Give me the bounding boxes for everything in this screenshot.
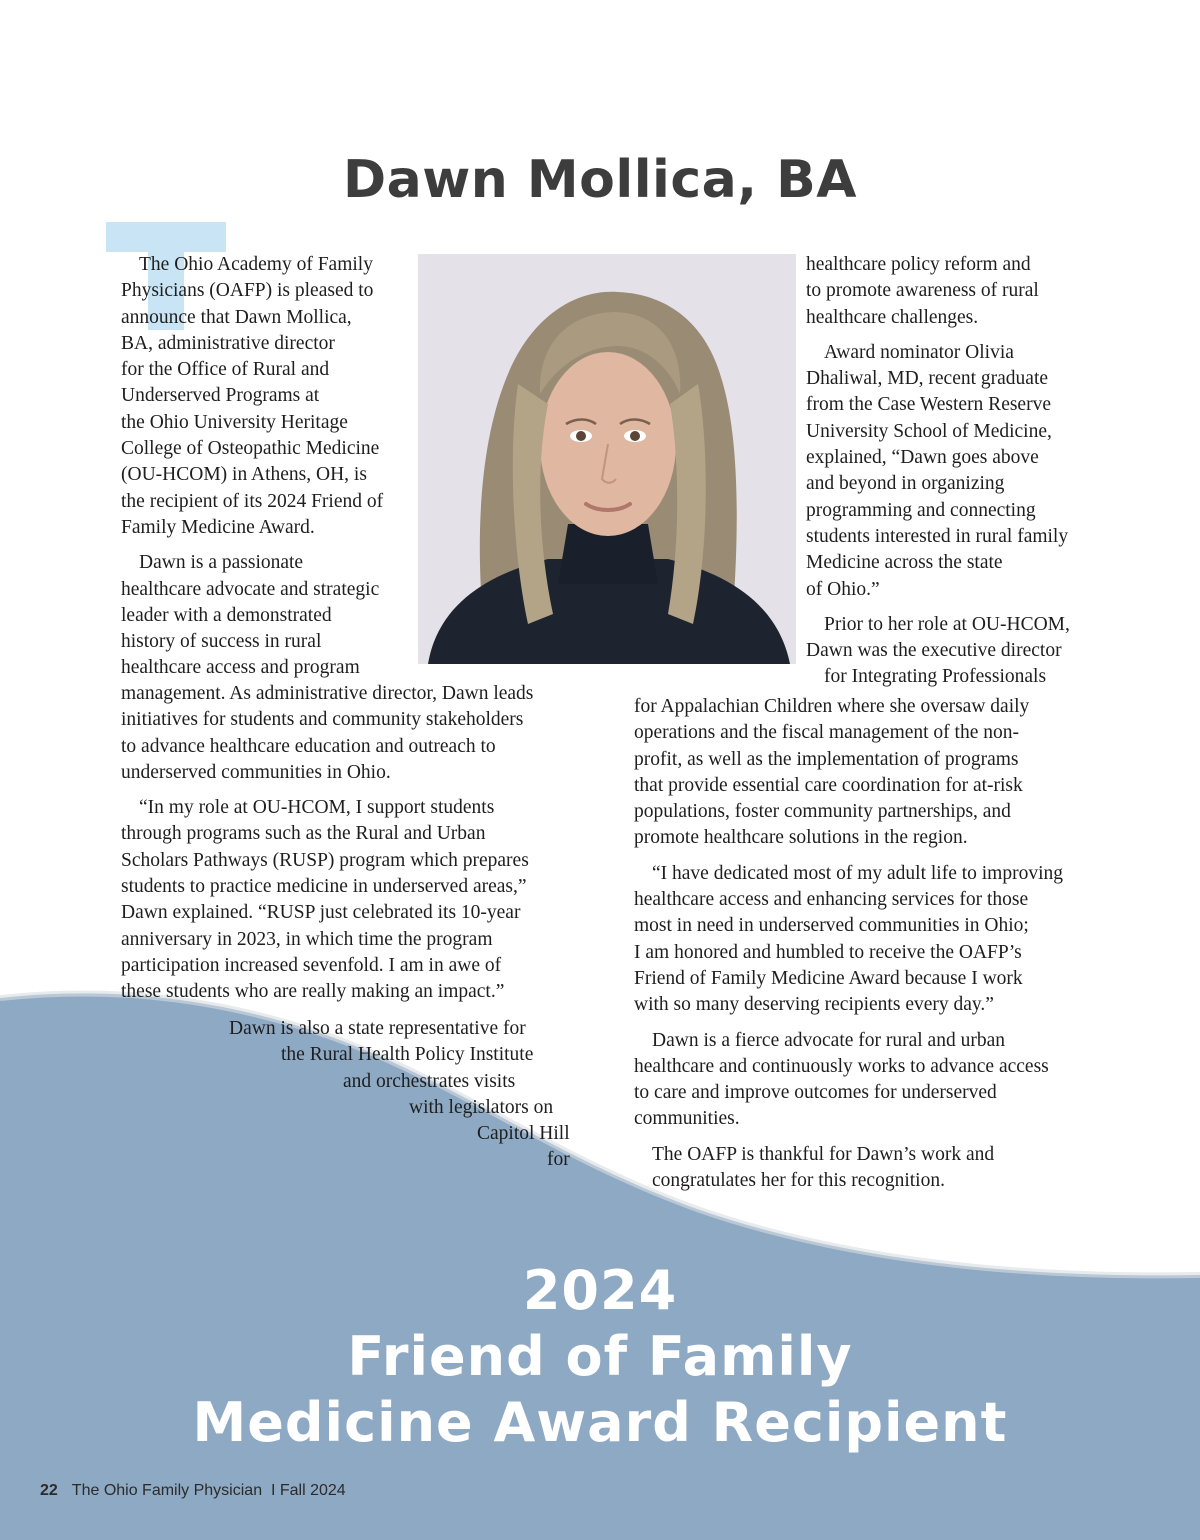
publication-name: The Ohio Family Physician I Fall 2024 [71, 1482, 346, 1499]
text-line: Medicine across the state [806, 552, 1003, 574]
text-line: Prior to her role at OU-HCOM, [824, 613, 1070, 635]
text-line: management. As administrative director, Dawn leads [121, 683, 534, 704]
award-year: 2024 [522, 1259, 678, 1322]
text-line: for Integrating Professionals [824, 666, 1047, 688]
text-line: Dawn is also a state representative for [229, 1018, 526, 1039]
text-line: profit, as well as the implementation of programs [634, 748, 1019, 770]
text-line: Scholars Pathways (RUSP) program which prepares [121, 849, 529, 871]
text-line: Dawn is a passionate [139, 552, 304, 574]
award-name-line: Friend of Family [347, 1325, 853, 1388]
paragraph [121, 795, 591, 1005]
paragraph [634, 694, 1124, 852]
text-line: initiatives for students and community stakeholders [121, 709, 524, 731]
article-column-right-top [806, 252, 1126, 700]
page-title: Dawn Mollica, BA [342, 150, 857, 210]
text-line: I am honored and humbled to receive the OAFP’s [634, 941, 1022, 963]
text-line: history of success in rural [121, 631, 322, 653]
text-line: through programs such as the Rural and Urban [121, 823, 486, 845]
text-line: and orchestrates visits [343, 1070, 516, 1092]
text-line: that provide essential care coordination for at-risk [634, 774, 1023, 796]
text-line: The OAFP is thankful for Dawn’s work and [652, 1143, 995, 1165]
text-line: The Ohio Academy of Family [139, 254, 373, 275]
text-line: “I have dedicated most of my adult life to improving [652, 862, 1064, 884]
text-line: Dawn was the executive director [806, 640, 1062, 662]
article-column-left-stagger [0, 1016, 600, 1174]
text-line: healthcare access and enhancing services for those [634, 889, 1029, 911]
text-line: Underserved Programs at [121, 385, 320, 407]
text-line: for the Office of Rural and [121, 359, 330, 381]
page-footer [40, 1482, 346, 1500]
text-line: BA, administrative director [121, 332, 335, 354]
text-line: anniversary in 2023, in which time the program [121, 928, 493, 950]
text-line: promote healthcare solutions in the region. [634, 827, 968, 849]
text-line: Physicians (OAFP) is pleased to [121, 280, 374, 302]
paragraph [634, 1142, 1124, 1195]
text-line: for Appalachian Children where she oversaw daily [634, 696, 1030, 717]
paragraph [634, 861, 1124, 1019]
text-line: and beyond in organizing [806, 473, 1005, 495]
text-line: these students who are really making an impact.” [121, 981, 505, 1003]
text-line: to advance healthcare education and outreach to [121, 735, 496, 757]
text-line: Friend of Family Medicine Award because I work [634, 967, 1023, 989]
text-line: the Ohio University Heritage [121, 411, 348, 433]
text-line: underserved communities in Ohio. [121, 761, 391, 783]
paragraph [634, 1028, 1124, 1133]
text-line: from the Case Western Reserve [806, 394, 1051, 416]
text-line: healthcare challenges. [806, 306, 979, 328]
award-name-line: Medicine Award Recipient [192, 1391, 1008, 1454]
text-line: with so many deserving recipients every day.” [634, 994, 994, 1016]
portrait-photo [418, 254, 796, 664]
text-line: to promote awareness of rural [806, 280, 1039, 302]
text-line: programming and connecting [806, 499, 1036, 521]
paragraph [121, 550, 421, 681]
text-line: College of Osteopathic Medicine [121, 438, 380, 460]
text-line: healthcare advocate and strategic [121, 578, 380, 600]
text-line: for [547, 1149, 570, 1171]
text-line: the Rural Health Policy Institute [281, 1044, 534, 1066]
text-line: announce that Dawn Mollica, [121, 306, 352, 328]
article-column-left-full [121, 681, 591, 1015]
text-line: Dawn explained. “RUSP just celebrated its 10-year [121, 902, 521, 924]
text-line: congratulates her for this recognition. [652, 1170, 945, 1192]
text-line: Capitol Hill [477, 1123, 570, 1145]
text-line: “In my role at OU-HCOM, I support students [139, 797, 495, 819]
text-line: healthcare and continuously works to advance access [634, 1055, 1049, 1077]
text-line: communities. [634, 1108, 740, 1130]
text-line: leader with a demonstrated [121, 604, 332, 626]
paragraph [806, 252, 1126, 331]
text-line: healthcare access and program [121, 657, 360, 679]
text-line: of Ohio.” [806, 578, 880, 600]
text-line: (OU-HCOM) in Athens, OH, is [121, 464, 367, 486]
text-line: students interested in rural family [806, 525, 1069, 547]
text-line: with legislators on [409, 1096, 554, 1118]
article-column-right-full [634, 668, 1124, 1203]
text-line: healthcare policy reform and [806, 254, 1031, 275]
text-line: Dhaliwal, MD, recent graduate [806, 368, 1049, 390]
paragraph [121, 252, 421, 541]
text-line: participation increased sevenfold. I am in awe of [121, 954, 502, 976]
text-line: populations, foster community partnerships, and [634, 801, 1011, 823]
article-column-left-top [121, 252, 421, 691]
text-line: the recipient of its 2024 Friend of [121, 490, 384, 512]
text-line: University School of Medicine, [806, 420, 1052, 442]
text-line: Family Medicine Award. [121, 516, 315, 538]
text-line: Dawn is a fierce advocate for rural and urban [652, 1029, 1005, 1051]
paragraph [121, 681, 591, 786]
text-line: Award nominator Olivia [824, 341, 1014, 363]
award-heading [0, 1258, 1200, 1456]
text-line: students to practice medicine in underserved areas,” [121, 876, 527, 898]
text-line: to care and improve outcomes for underserved [634, 1082, 997, 1104]
page-number: 22 [40, 1482, 58, 1499]
paragraph [806, 340, 1126, 603]
text-line: explained, “Dawn goes above [806, 447, 1039, 469]
text-line: most in need in underserved communities in Ohio; [634, 915, 1029, 937]
text-line: operations and the fiscal management of the non- [634, 722, 1019, 744]
